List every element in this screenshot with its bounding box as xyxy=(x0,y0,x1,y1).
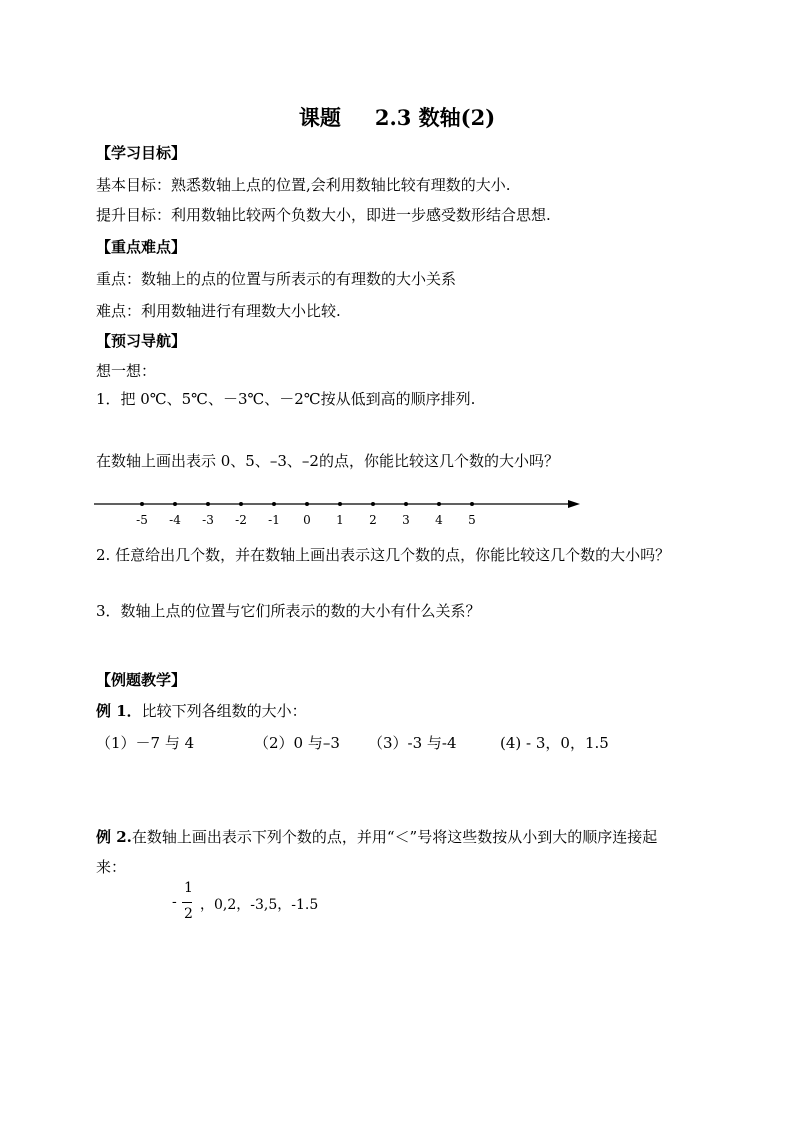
example-2-line2: 来： xyxy=(96,858,127,876)
number-line-tick-label: -3 xyxy=(202,513,214,527)
focus-point: 重点：数轴上的点的位置与所表示的有理数的大小关系 xyxy=(96,270,457,288)
example-2-values: ，0,2，-3,5，-1.5 xyxy=(200,897,319,913)
preview-heading: 【预习导航】 xyxy=(96,332,187,350)
number-line-point xyxy=(206,502,210,506)
number-line-point xyxy=(404,502,408,506)
number-line-tick-label: -1 xyxy=(268,513,280,527)
number-line-tick-label: 3 xyxy=(402,513,410,527)
example-1-item-4: (4) - 3，0，1.5 xyxy=(500,734,609,752)
example-2-text: 在数轴上画出表示下列个数的点，并用“＜”号将这些数按从小到大的顺序连接起 xyxy=(131,828,658,846)
number-line-tick-label: 2 xyxy=(369,513,377,527)
number-line xyxy=(90,492,590,532)
advanced-goal: 提升目标：利用数轴比较两个负数大小，即进一步感受数形结合思想. xyxy=(96,206,551,224)
fraction-sign: - xyxy=(172,894,177,910)
question-3: 3．数轴上点的位置与它们所表示的数的大小有什么关系？ xyxy=(96,602,481,620)
number-line-point xyxy=(173,502,177,506)
fraction-numerator: 1 xyxy=(184,880,193,896)
basic-goal: 基本目标：熟悉数轴上点的位置,会利用数轴比较有理数的大小. xyxy=(96,176,511,194)
number-line-tick-label: 5 xyxy=(468,513,476,527)
think-label: 想一想： xyxy=(96,362,157,380)
question-2: 2. 任意给出几个数，并在数轴上画出表示这几个数的点，你能比较这几个数的大小吗？ xyxy=(96,546,671,564)
number-line-point xyxy=(305,502,309,506)
question-1: 1．把 0℃、5℃、－3℃、－2℃按从低到高的顺序排列. xyxy=(96,390,476,408)
number-line-point xyxy=(272,502,276,506)
key-heading: 【重点难点】 xyxy=(96,238,187,256)
number-line-tick-label: -4 xyxy=(169,513,181,527)
example-1 xyxy=(96,700,307,721)
number-line-tick-label: -5 xyxy=(136,513,148,527)
number-line-point xyxy=(239,502,243,506)
example-1-text: 比较下列各组数的大小： xyxy=(141,702,307,720)
number-line-ticks xyxy=(136,502,476,527)
goals-heading: 【学习目标】 xyxy=(96,144,187,162)
number-line-tick-label: 4 xyxy=(435,513,443,527)
number-line-point xyxy=(338,502,342,506)
page-title xyxy=(0,102,794,132)
number-line-point xyxy=(140,502,144,506)
fraction-denominator: 2 xyxy=(184,906,193,922)
number-line-point xyxy=(437,502,441,506)
fraction-minus-half xyxy=(170,880,200,926)
example-2-label: 例 2. xyxy=(96,828,132,846)
number-line-arrow xyxy=(568,500,580,508)
example-2 xyxy=(96,826,657,847)
question-1b: 在数轴上画出表示 0、5、–3、–2的点，你能比较这几个数的大小吗？ xyxy=(96,452,559,470)
number-line-point xyxy=(371,502,375,506)
number-line-tick-label: 0 xyxy=(303,513,311,527)
fraction-bar xyxy=(182,902,192,903)
title-prefix: 课题 xyxy=(298,105,341,130)
difficulty-point: 难点：利用数轴进行有理数大小比较. xyxy=(96,302,341,320)
example-1-item-3: （3）-3 与-4 xyxy=(368,734,457,752)
example-1-item-1: （1）－7 与 4 xyxy=(96,734,195,752)
number-line-tick-label: -2 xyxy=(235,513,247,527)
example-1-item-2: （2）0 与–3 xyxy=(254,734,340,752)
example-1-label: 例 1． xyxy=(96,702,142,720)
title-main: 2.3 数轴(2) xyxy=(374,105,496,130)
number-line-point xyxy=(470,502,474,506)
number-line-tick-label: 1 xyxy=(336,513,344,527)
examples-heading: 【例题教学】 xyxy=(96,671,187,689)
